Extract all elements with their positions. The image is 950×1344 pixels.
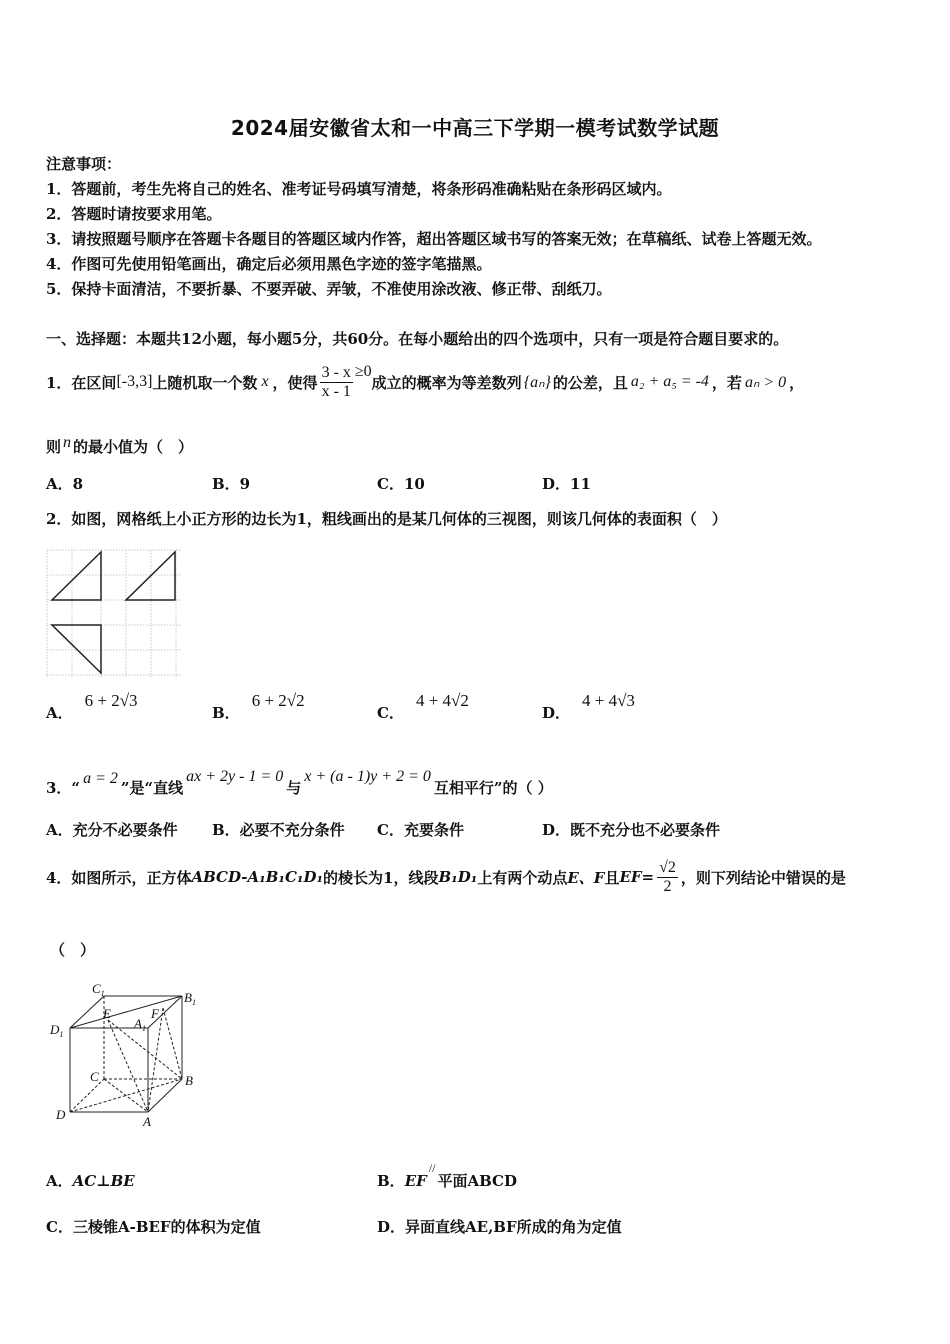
option-value: 6 + 2√3 [84,691,138,710]
q1-text: 上随机取一个数 [152,373,258,392]
label-d: D [56,1107,66,1122]
notice-item: 3．请按照题号顺序在答题卡各题目的答题区域内作答，超出答题区域书写的答案无效；在草稿纸、试卷上答题无效。 [46,230,822,248]
option-label: B． [377,1172,405,1190]
label-a1: $A_1$ [134,1016,146,1033]
q4-text: 4．如图所示，正方体 [46,868,192,887]
q3-option-b[interactable]: B．必要不充分条件 [212,821,345,839]
q1-fraction [320,364,353,401]
q1-var-x: x [261,373,269,390]
question-1 [46,352,804,412]
front-view-triangle [52,552,101,600]
q2-option-c[interactable] [377,691,469,723]
label-f: F [151,1006,159,1021]
q4-segment: B₁D₁ [438,868,478,886]
top-view-triangle [52,625,101,673]
q1-text: ，若 [711,373,742,392]
q4-option-b[interactable] [377,1161,517,1191]
question-4 [46,852,846,902]
q4-fraction [657,859,678,896]
option-label: A． [46,704,73,722]
q3-option-c[interactable]: C．充要条件 [377,821,464,839]
q4-cube-name: ABCD-A₁B₁C₁D₁ [191,868,324,886]
q1-text: ，使得 [272,373,318,392]
three-view-figure [44,545,184,680]
q4-line2: （ ） [50,941,96,959]
label-c1: $C_1$ [92,981,105,998]
grid-lines [47,550,181,677]
q3-option-a[interactable]: A．充分不必要条件 [46,821,178,839]
option-value: 4 + 4√3 [582,691,635,710]
label-e: E [103,1006,111,1021]
label-d1: $D_1$ [50,1022,64,1039]
notice-item: 4．作图可先使用铅笔画出，确定后必须用黑色字迹的签字笔描黑。 [46,255,492,273]
q4-option-d[interactable] [377,1216,622,1237]
q3-line-1: ax + 2y - 1 = 0 [186,768,284,785]
page-title: 2024届安徽省太和一中高三下学期一模考试数学试题 [230,116,720,140]
q4-option-c[interactable] [46,1216,261,1237]
q1-text: 的公差，且 [552,373,628,392]
q1-condition: a₂ + a₅ = -4 [630,373,709,390]
q1-text: 的最小值为（ ） [73,438,194,456]
q1-option-b[interactable]: B．9 [212,475,251,493]
q1-text: 则 [46,438,62,456]
q4-text: ，则下列结论中错误的是 [680,868,846,887]
q2-option-b[interactable] [212,691,305,723]
q1-text: 成立的概率为等差数列 [371,373,522,392]
label-c: C [90,1069,99,1084]
option-value: EF [404,1172,427,1190]
option-label: D． [542,704,571,722]
notice-heading: 注意事项： [46,155,122,173]
q3-text: 3．“ [46,779,81,797]
label-b: B [185,1073,193,1088]
label-a: A [143,1114,151,1129]
q2-option-d[interactable] [542,691,635,723]
q4-ef: EF= [619,868,655,886]
q1-text: 1．在区间 [46,373,117,392]
q4-points: E、F [567,868,605,887]
q1-option-d[interactable]: D．11 [542,475,591,493]
option-label: C． [377,704,404,722]
label-b1: $B_1$ [184,990,196,1007]
q4-text: 且 [604,868,620,887]
q3-option-d[interactable]: D．既不充分也不必要条件 [542,821,721,839]
question-2: 2．如图，网格纸上小正方形的边长为1，粗线画出的是某几何体的三视图，则该几何体的表面积（ ） [46,510,727,528]
q3-line-2: x + (a - 1)y + 2 = 0 [304,768,431,785]
notice-item: 5．保持卡面清洁，不要折暴、不要弄破、弄皱，不准使用涂改液、修正带、刮纸刀。 [46,280,612,298]
q4-frac-den: 2 [663,877,672,895]
q3-text: 与 [286,779,302,797]
q1-line2 [46,436,193,457]
cube-figure [48,980,208,1130]
q1-geq: ≥0 [354,363,372,380]
option-value: 异面直线AE,BF所成的角为定值 [405,1218,622,1236]
option-value: AC⊥BE [72,1172,135,1190]
option-value: 4 + 4√2 [415,691,469,710]
q4-text: 的棱长为1，线段 [323,868,439,887]
q4-text: 上有两个动点 [477,868,568,887]
q1-frac-den: x - 1 [321,382,351,400]
q3-text: 互相平行”的（ ） [433,779,553,797]
parallel-symbol: // [428,1161,436,1175]
q4-option-a[interactable] [46,1170,135,1191]
option-label: D． [377,1218,406,1236]
q4-frac-num: √2 [659,858,676,876]
section-heading: 一、选择题：本题共12小题，每小题5分，共60分。在每小题给出的四个选项中，只有一项是符合题目要求的。 [46,330,789,348]
option-value: 平面ABCD [437,1172,517,1190]
option-label: C． [46,1218,73,1236]
option-value: 三棱锥A-BEF的体积为定值 [72,1218,261,1236]
notice-item: 1．答题前，考生先将自己的姓名、准考证号码填写清楚，将条形码准确粘贴在条形码区域内。 [46,180,672,198]
option-value: 6 + 2√2 [251,691,305,710]
q2-option-a[interactable] [46,691,138,723]
q1-condition-2: aₙ > 0 [744,374,787,391]
q3-a-equals: a = 2 [83,770,118,787]
notice-item: 2．答题时请按要求用笔。 [46,205,222,223]
q1-option-a[interactable]: A．8 [46,475,84,493]
q1-text: ， [789,373,805,392]
option-label: A． [46,1172,73,1190]
q1-sequence: {aₙ} [523,374,551,391]
question-3 [46,762,553,798]
q1-var-n: n [63,434,72,451]
option-label: B． [212,704,240,722]
q1-frac-num: 3 - x [321,363,351,381]
q3-text: ”是“直线 [120,779,184,797]
q1-interval: [-3,3] [116,373,153,390]
q1-option-c[interactable]: C．10 [377,475,425,493]
